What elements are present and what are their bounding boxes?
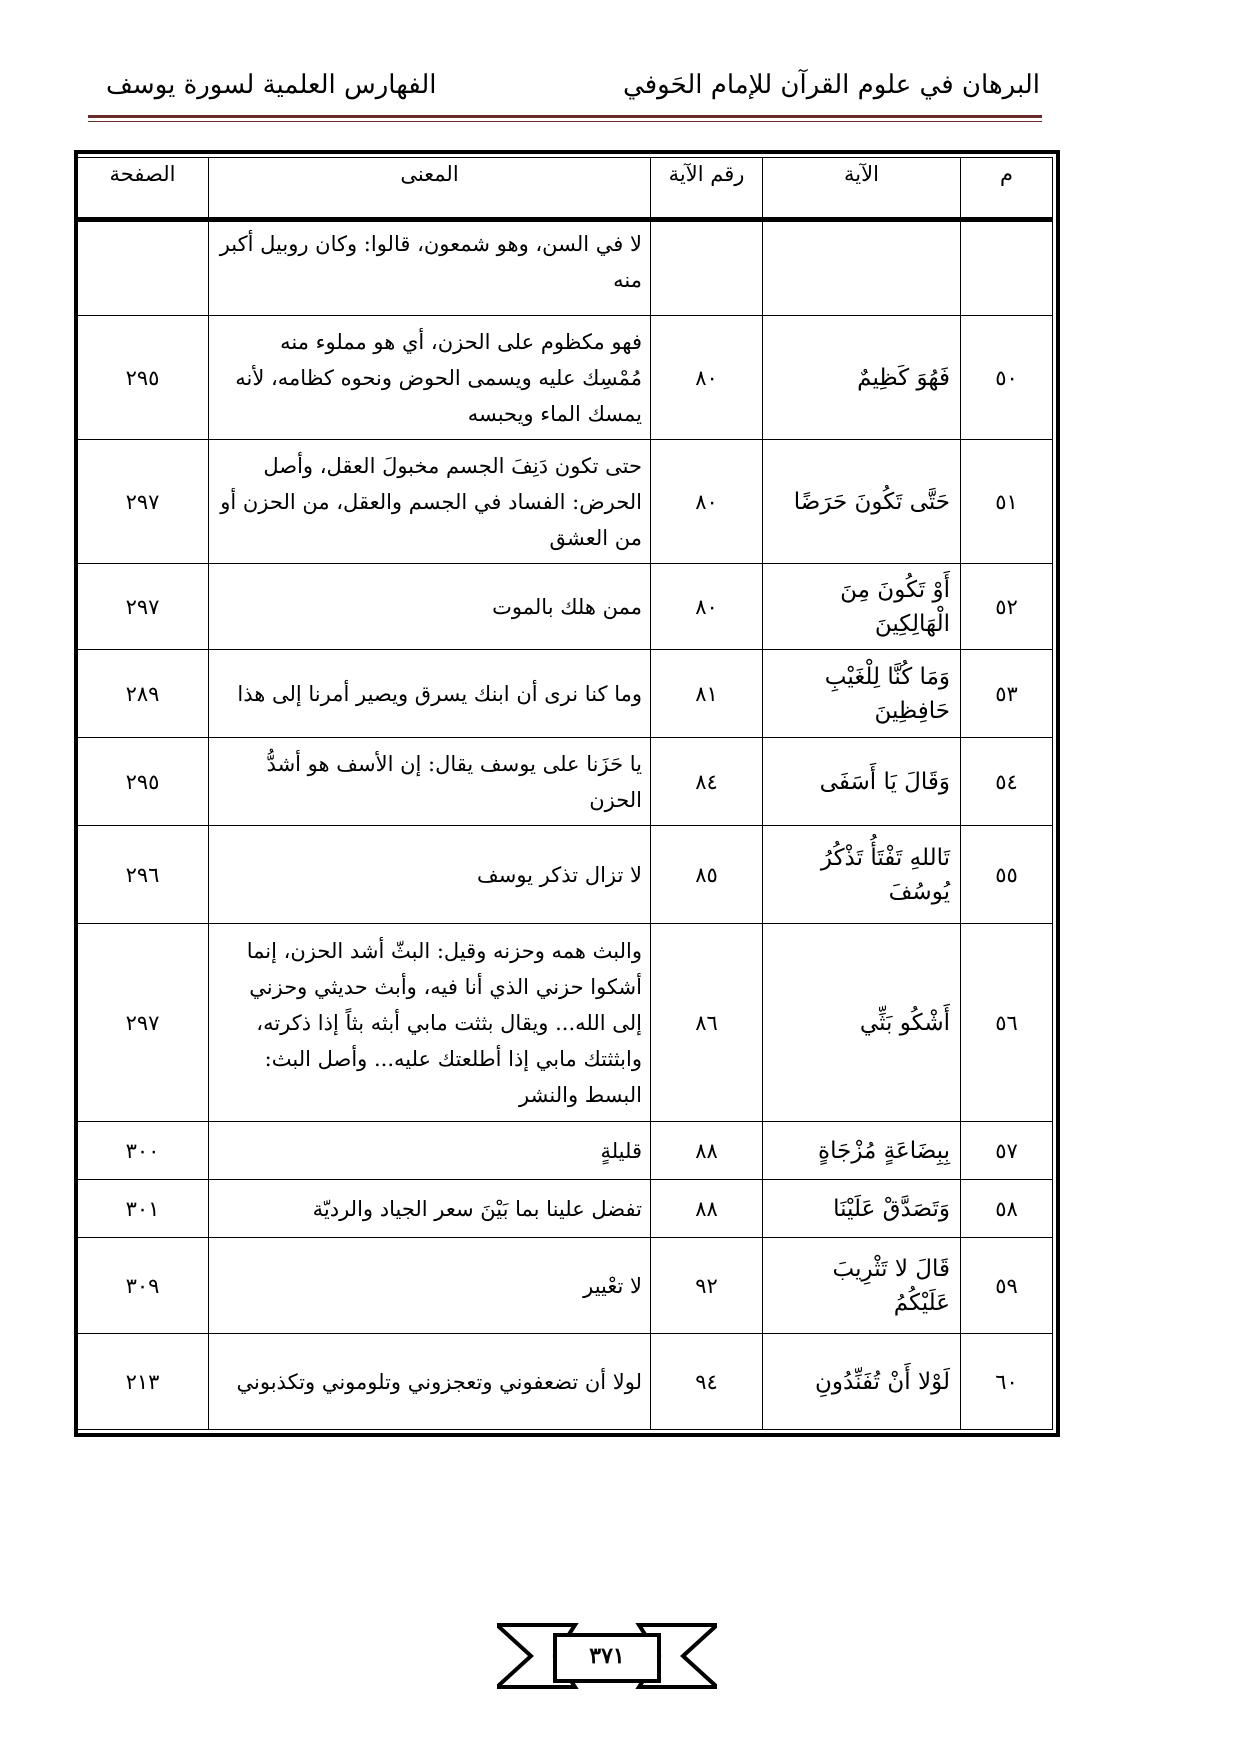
cell-ayah-no: ٩٢: [651, 1238, 763, 1334]
table-row: [77, 826, 1053, 924]
cell-num: ٦٠: [961, 1334, 1053, 1430]
cell-meaning: والبث همه وحزنه وقيل: البثّ أشد الحزن، إنما أشكوا حزني الذي أنا فيه، وأبث حديثي وحزني إلى الله... ويقال بثثت مابي أبثه بثاً إذا ذكرته، وابثثتك مابي إذا أطلعتك عليه... وأصل البث: البسط والنشر: [209, 924, 651, 1122]
cell-ayah-no: ٨٥: [651, 826, 763, 924]
page-number: ٣٧١: [589, 1643, 625, 1669]
cell-ayah-no: ٨٠: [651, 316, 763, 440]
table-row: [77, 650, 1053, 738]
cell-page: [77, 220, 209, 316]
cell-ayah: أَوْ تَكُونَ مِنَ الْهَالِكِينَ: [763, 564, 961, 650]
cell-meaning: لا تعْيير: [209, 1238, 651, 1334]
cell-num: ٥١: [961, 440, 1053, 564]
cell-page: ٢١٣: [77, 1334, 209, 1430]
table-row: [77, 316, 1053, 440]
cell-ayah: أَشْكُو بَثِّي: [763, 924, 961, 1122]
cell-num: ٥٦: [961, 924, 1053, 1122]
table-row: [77, 1122, 1053, 1180]
table-row: [77, 738, 1053, 826]
cell-ayah: فَهُوَ كَظِيمٌ: [763, 316, 961, 440]
header-ayah-no: رقم الآية: [651, 158, 763, 220]
cell-ayah-no: ٩٤: [651, 1334, 763, 1430]
header-rule-thin: [88, 121, 1042, 122]
cell-num: ٥٢: [961, 564, 1053, 650]
cell-num: ٥٤: [961, 738, 1053, 826]
cell-ayah-no: ٨١: [651, 650, 763, 738]
cell-ayah-no: ٨٨: [651, 1180, 763, 1238]
book-title: البرهان في علوم القرآن للإمام الحَوفي: [623, 70, 1040, 100]
cell-meaning: قليلةٍ: [209, 1122, 651, 1180]
cell-num: ٥٣: [961, 650, 1053, 738]
cell-page: ٢٩٧: [77, 440, 209, 564]
table-row: [77, 1334, 1053, 1430]
cell-page: ٢٩٥: [77, 738, 209, 826]
cell-meaning: تفضل علينا بما بَيْنَ سعر الجياد والرديّة: [209, 1180, 651, 1238]
cell-page: ٢٩٥: [77, 316, 209, 440]
table-row: [77, 924, 1053, 1122]
cell-page: ٣٠٠: [77, 1122, 209, 1180]
header-num: م: [961, 158, 1053, 220]
cell-num: [961, 220, 1053, 316]
cell-meaning: حتى تكون دَنِفَ الجسم مخبولَ العقل، وأصل الحرض: الفساد في الجسم والعقل، من الحزن أو من العشق: [209, 440, 651, 564]
header-ayah: الآية: [763, 158, 961, 220]
header-meaning: المعنى: [209, 158, 651, 220]
cell-num: ٥٥: [961, 826, 1053, 924]
cell-meaning: لا تزال تذكر يوسف: [209, 826, 651, 924]
table-row: [77, 564, 1053, 650]
cell-ayah-no: ٨٤: [651, 738, 763, 826]
cell-ayah-no: ٨٠: [651, 564, 763, 650]
cell-ayah-no: ٨٨: [651, 1122, 763, 1180]
table-header-row: [77, 158, 1053, 220]
cell-ayah-no: ٨٦: [651, 924, 763, 1122]
table-row: [77, 220, 1053, 316]
cell-page: ٢٨٩: [77, 650, 209, 738]
cell-ayah-no: ٨٠: [651, 440, 763, 564]
cell-ayah: وَتَصَدَّقْ عَلَيْنَا: [763, 1180, 961, 1238]
index-table: [76, 157, 1053, 1430]
cell-meaning: لا في السن، وهو شمعون، قالوا: وكان روبيل أكبر منه: [209, 220, 651, 316]
cell-ayah: وَقَالَ يَا أَسَفَى: [763, 738, 961, 826]
cell-page: ٣٠١: [77, 1180, 209, 1238]
cell-page: ٢٩٧: [77, 564, 209, 650]
cell-num: ٥٠: [961, 316, 1053, 440]
cell-page: ٣٠٩: [77, 1238, 209, 1334]
cell-meaning: ممن هلك بالموت: [209, 564, 651, 650]
table-row: [77, 440, 1053, 564]
table-row: [77, 1238, 1053, 1334]
header-rule-thick: [88, 115, 1042, 118]
cell-ayah: [763, 220, 961, 316]
cell-num: ٥٨: [961, 1180, 1053, 1238]
cell-ayah: تَاللهِ تَفْتَأُ تَذْكُرُ يُوسُفَ: [763, 826, 961, 924]
cell-num: ٥٩: [961, 1238, 1053, 1334]
cell-meaning: يا حَزَنا على يوسف يقال: إن الأسف هو أشدُّ الحزن: [209, 738, 651, 826]
header-page: الصفحة: [77, 158, 209, 220]
cell-ayah-no: [651, 220, 763, 316]
page-header: [90, 70, 1040, 110]
cell-ayah: بِبِضَاعَةٍ مُزْجَاةٍ: [763, 1122, 961, 1180]
cell-meaning: وما كنا نرى أن ابنك يسرق ويصير أمرنا إلى هذا: [209, 650, 651, 738]
cell-page: ٢٩٦: [77, 826, 209, 924]
cell-ayah: وَمَا كُنَّا لِلْغَيْبِ حَافِظِينَ: [763, 650, 961, 738]
cell-meaning: لولا أن تضعفوني وتعجزوني وتلوموني وتكذبوني: [209, 1334, 651, 1430]
cell-ayah: قَالَ لا تَثْرِيبَ عَلَيْكُمُ: [763, 1238, 961, 1334]
cell-ayah: حَتَّى تَكُونَ حَرَضًا: [763, 440, 961, 564]
cell-page: ٢٩٧: [77, 924, 209, 1122]
table-row: [77, 1180, 1053, 1238]
cell-meaning: فهو مكظوم على الحزن، أي هو مملوء منه مُمْسِك عليه ويسمى الحوض ونحوه كظامه، لأنه يمسك الماء ويحبسه: [209, 316, 651, 440]
cell-num: ٥٧: [961, 1122, 1053, 1180]
cell-ayah: لَوْلا أَنْ تُفَنِّدُونِ: [763, 1334, 961, 1430]
index-table-frame: [74, 150, 1060, 1437]
section-title: الفهارس العلمية لسورة يوسف: [106, 70, 437, 100]
